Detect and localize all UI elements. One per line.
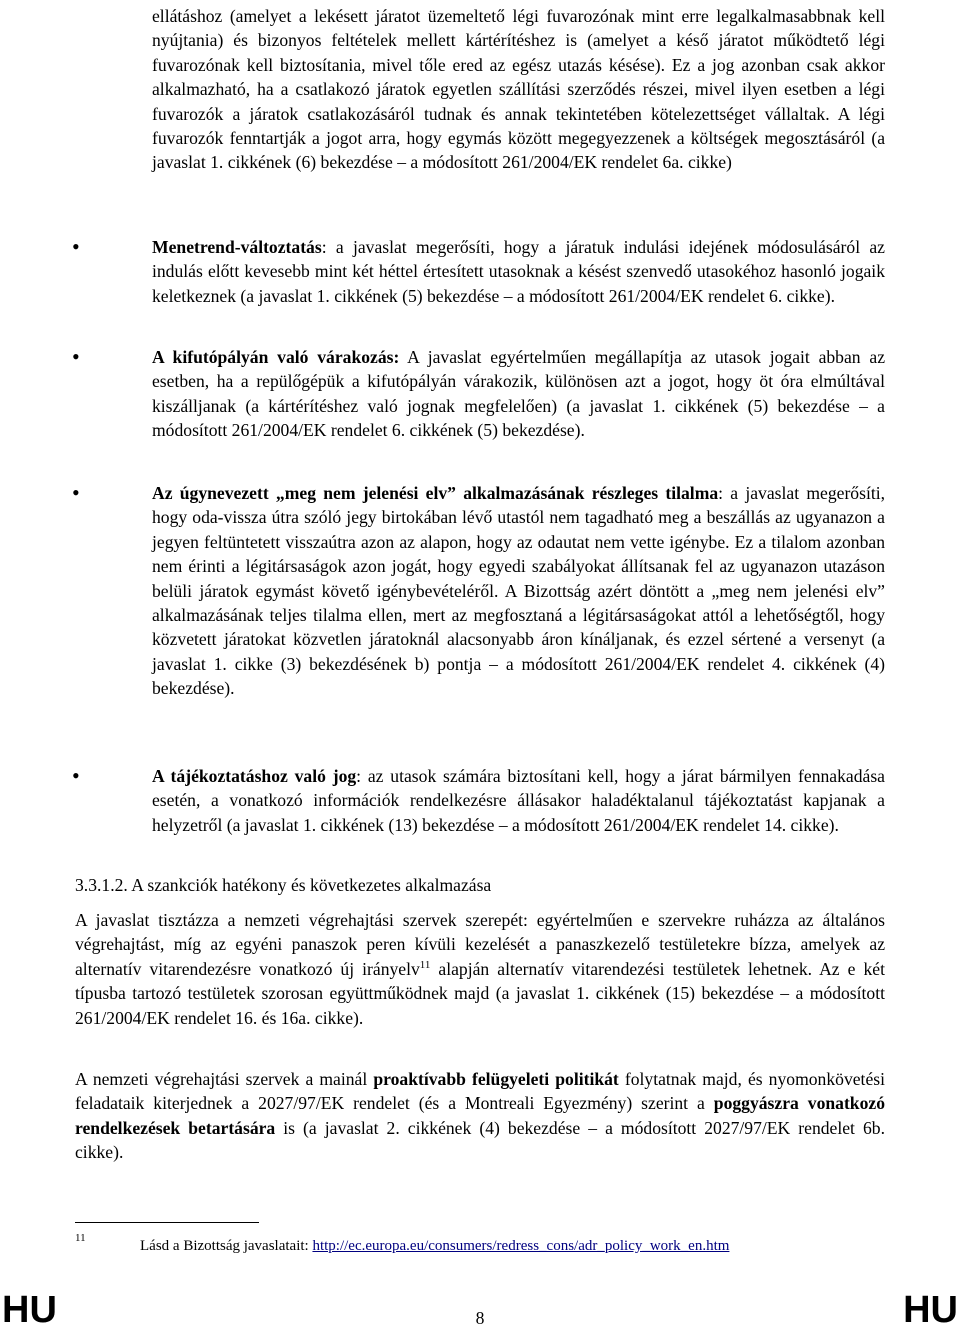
bullet-icon: •: [72, 234, 80, 259]
bullet-title: A kifutópályán való várakozás:: [152, 347, 400, 367]
footnote-separator: [75, 1222, 259, 1223]
continuation-paragraph: [152, 4, 885, 175]
footnote-label: Lásd a Bizottság javaslatait:: [140, 1238, 313, 1254]
bullet-body: A javaslat egyértelműen megállapítja az utasok jogait abban az esetben, ha a repülőgépük a kifutópályán várakozik, különösen azt a jogot, hogy öt óra elmúltával kiszálljanak (a kártérítéshez való jognak megfelelően) (a javaslat 1. cikkének (5) bekezdése – a módosított 261/2004/EK rendelet 6. cikkének (5) bekezdése).: [152, 347, 886, 441]
bullet-text: [152, 764, 885, 837]
emphasis-text: proaktívabb felügyeleti politikát: [373, 1069, 619, 1089]
emphasis-text: poggyászra vonatkozó rendelkezések betartására: [75, 1093, 885, 1138]
bullet-text: [152, 481, 885, 701]
bullet-body: : a javaslat megerősíti, hogy a járatuk indulási idejének módosulásáról az indulás előtt kevesebb mint két héttel értesített utasoknak a késést szenvedő utasokéhoz hasonló jogaik keletkeznek (a javaslat 1. cikkének (5) bekezdése – a módosított 261/2004/EK rendelet 6. cikke).: [152, 237, 885, 306]
footnote-link[interactable]: http://ec.europa.eu/consumers/redress_cons/adr_policy_work_en.htm: [312, 1238, 730, 1254]
paragraph-enforcement-bodies: [75, 908, 885, 1030]
bullet-title: Menetrend-változtatás: [152, 237, 322, 257]
continuation-text-2: Ez a jog azonban csak akkor alkalmazható, ha a csatlakozó járatok egyetlen szállítási szerződés részei, mivel ilyen esetben a légi fuvarozók a járatok csatlakozásáról tudnak és annak tekintetében kötelezettséget vállaltak. A légi fuvarozók fenntartják a jogot arra, hogy egymás között megegyezzenek a költségek megosztásáról (a javaslat 1. cikkének (6) bekezdése – a módosított 261/2004/EK rendelet 6a. cikke): [152, 54, 885, 173]
bullet-body: : az utasok számára biztosítani kell, hogy a járat bármilyen fennakadása esetén, a vonatkozó információk rendelkezésre állásakor haladéktalanul tájékoztatást kapjanak a helyzetről (a javaslat 1. cikkének (13) bekezdése – a módosított 261/2004/EK rendelet 14. cikke).: [152, 766, 885, 835]
footnote-text: [140, 1236, 729, 1256]
footnote-reference: 11: [419, 958, 431, 971]
section-heading: 3.3.1.2. A szankciók hatékony és következetes alkalmazása: [75, 875, 492, 895]
bullet-title: Az úgynevezett „meg nem jelenési elv” alkalmazásának részleges tilalma: [152, 483, 719, 503]
bullet-icon: •: [72, 344, 80, 369]
paragraph-text: is (a javaslat 2. cikkének (4) bekezdése – a módosított 2027/97/EK rendelet 6b. cikke).: [75, 1117, 885, 1163]
paragraph-text: A nemzeti végrehajtási szervek a mainál: [75, 1069, 374, 1089]
bullet-icon: •: [72, 480, 80, 505]
language-code-left: HU: [2, 1289, 57, 1331]
paragraph-text-cont: alapján alternatív vitarendezési testületek lehetnek. Az e két típusba tartozó testületek szorosan együttműködnek majd (a javaslat 1. cikkének (15) bekezdése – a módosított 261/2004/EK rendelet 16. és 16a. cikke).: [75, 958, 885, 1028]
footnote-number: 11: [75, 1232, 86, 1244]
bullet-text: [152, 345, 885, 443]
paragraph-text: folytatnak majd, és nyomonkövetési feladataik kiterjednek a 2027/97/EK rendelet (és a Montreali Egyezmény) szerint a: [75, 1069, 885, 1114]
bullet-body: : a javaslat megerősíti, hogy oda-vissza útra szóló jegy birtokában lévő utastól nem tagadható meg a beszállás az ugyanazon a jegyen feltüntetett visszaútra azon az alapon, hogy az odautat nem vette igénybe. Ez a tilalom azonban nem érinti a légitársaságok azon jogát, hogy egyedi szabályokat állítsanak fel az ugyanazon utazáson belüli járatok egymást követő igénybevételéről. A Bizottság azért döntött a „meg nem jelenési elv” alkalmazásának teljes tilalma ellen, mert az megfosztaná a légitársaságokat attól a lehetőségtől, hogy közvetett járatokat közvetlen járatoknál alacsonyabb áron kínáljanak, és ezzel sértené a versenyt (a javaslat 1. cikke (3) bekezdésének b) pontja – a módosított 261/2004/EK rendelet 4. cikkének (4) bekezdése).: [152, 483, 886, 699]
continuation-text-1: ellátáshoz (amelyet a lekésett járatot üzemeltető légi fuvarozónak mint erre legalkalmasabbnak kell nyújtania) és bizonyos feltételek mellett kártérítéshez is (amelyet a késő járatot működtető légi fuvarozónak kell biztosítania, mivel tőle ered az egész utazás késése).: [152, 6, 885, 75]
paragraph-supervision-policy: [75, 1067, 885, 1165]
bullet-icon: •: [72, 763, 80, 788]
bullet-title: A tájékoztatáshoz való jog: [152, 766, 357, 786]
paragraph-text: A javaslat tisztázza a nemzeti végrehajtási szervek szerepét: egyértelműen e szervekre ruházza az általános végrehajtást, míg az egyéni panaszok peren kívüli kezelését a panaszkezelő testületekre bízza, amelyek az alternatív vitarendezésre vonatkozó új irányelv: [75, 910, 885, 979]
language-code-right: HU: [903, 1289, 958, 1331]
page-number: 8: [475, 1308, 485, 1328]
bullet-text: [152, 235, 885, 308]
